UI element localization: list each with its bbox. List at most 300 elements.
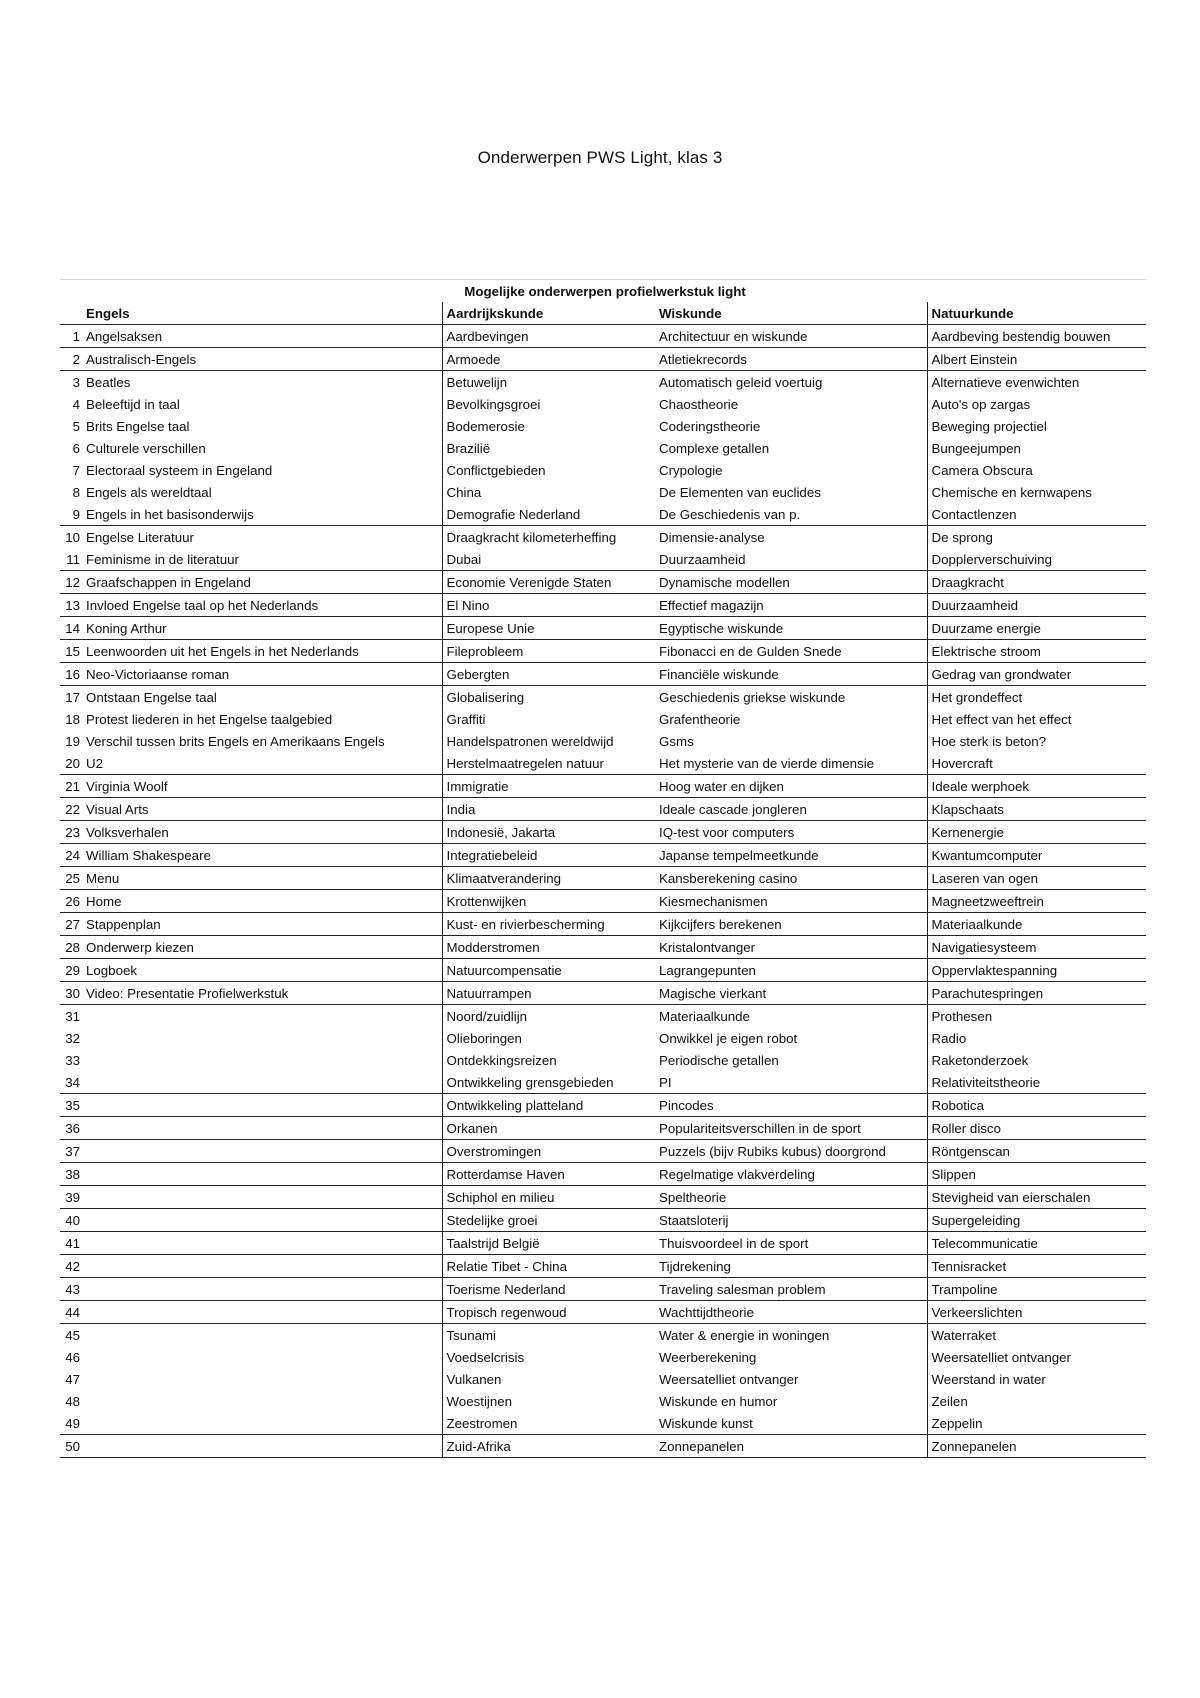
cell-engels: Neo-Victoriaanse roman <box>82 663 442 686</box>
cell-wiskunde: Periodische getallen <box>659 1053 779 1068</box>
table-row <box>60 1117 1146 1140</box>
cell-natuurkunde: Magneetzweeftrein <box>927 890 1146 913</box>
cell-natuurkunde: Telecommunicatie <box>927 1232 1146 1255</box>
cell-natuurkunde: Zonnepanelen <box>927 1435 1146 1458</box>
table-row <box>60 1140 1146 1163</box>
cell-wiskunde: Het mysterie van de vierde dimensie <box>655 752 927 775</box>
cell-aardrijkskunde: Europese Unie <box>442 617 655 640</box>
cell-engels: Brits Engelse taal <box>86 419 190 434</box>
cell-engels: Leenwoorden uit het Engels in het Nederlands <box>82 640 442 663</box>
cell-wiskunde: Kijkcijfers berekenen <box>655 913 927 936</box>
cell-engels: Video: Presentatie Profielwerkstuk <box>82 982 442 1005</box>
cell-wiskunde: Pincodes <box>655 1094 927 1117</box>
cell-aardrijkskunde: Relatie Tibet - China <box>442 1255 655 1278</box>
row-number: 48 <box>65 1394 80 1409</box>
cell-wiskunde: Geschiedenis griekse wiskunde <box>659 690 846 705</box>
cell-engels: Angelsaksen <box>82 325 442 348</box>
cell-wiskunde: Populariteitsverschillen in de sport <box>655 1117 927 1140</box>
cell-engels: Virginia Woolf <box>82 775 442 798</box>
cell-aardrijkskunde: Schiphol en milieu <box>442 1186 655 1209</box>
cell-engels <box>82 1324 442 1347</box>
cell-natuurkunde: Robotica <box>927 1094 1146 1117</box>
cell-aardrijkskunde: Globalisering <box>442 686 655 709</box>
cell-natuurkunde: Supergeleiding <box>927 1209 1146 1232</box>
header-engels: Engels <box>82 302 442 325</box>
row-number: 22 <box>60 798 82 821</box>
cell-natuurkunde: Duurzame energie <box>927 617 1146 640</box>
table-row <box>60 890 1146 913</box>
cell-wiskunde: Automatisch geleid voertuig <box>659 375 823 390</box>
cell-engels <box>82 1368 442 1390</box>
cell-aardrijkskunde: Aardbevingen <box>442 325 655 348</box>
header-number <box>60 302 82 325</box>
row-number: 10 <box>65 530 80 545</box>
cell-aardrijkskunde: Klimaatverandering <box>442 867 655 890</box>
row-number: 12 <box>60 571 82 594</box>
table-row <box>60 1209 1146 1232</box>
cell-wiskunde: Effectief magazijn <box>655 594 927 617</box>
cell-natuurkunde: Kwantumcomputer <box>927 844 1146 867</box>
cell-aardrijkskunde: Zuid-Afrika <box>442 1435 655 1458</box>
cell-engels: Electoraal systeem in Engeland <box>86 463 273 478</box>
row-number: 18 <box>65 712 80 727</box>
cell-natuurkunde: Laseren van ogen <box>927 867 1146 890</box>
table-row <box>60 775 1146 798</box>
row-number: 4 <box>72 397 80 412</box>
cell-aardrijkskunde: Zeestromen <box>442 1412 655 1435</box>
cell-aardrijkskunde: Voedselcrisis <box>442 1346 655 1368</box>
cell-engels: Koning Arthur <box>82 617 442 640</box>
table-row <box>60 348 1146 371</box>
cell-natuurkunde: Oppervlaktespanning <box>927 959 1146 982</box>
row-number: 20 <box>60 752 82 775</box>
cell-natuurkunde: Albert Einstein <box>927 348 1146 371</box>
row-number: 40 <box>60 1209 82 1232</box>
cell-engels <box>82 1209 442 1232</box>
row-number: 21 <box>60 775 82 798</box>
cell-natuurkunde: Auto's op zargas <box>927 393 1146 415</box>
cell-natuurkunde: Klapschaats <box>927 798 1146 821</box>
cell-engels: Visual Arts <box>82 798 442 821</box>
row-number: 6 <box>72 441 80 456</box>
table-body <box>60 325 1146 1458</box>
row-number: 47 <box>65 1372 80 1387</box>
row-number: 28 <box>60 936 82 959</box>
cell-wiskunde: Duurzaamheid <box>655 548 927 571</box>
row-number: 33 <box>65 1053 80 1068</box>
table-row <box>60 594 1146 617</box>
row-number: 31 <box>65 1009 80 1024</box>
row-number: 32 <box>65 1031 80 1046</box>
cell-natuurkunde: Beweging projectiel <box>927 415 1146 437</box>
cell-engels: Australisch-Engels <box>82 348 442 371</box>
cell-aardrijkskunde: Noord/zuidlijn <box>442 1005 655 1028</box>
row-number: 35 <box>60 1094 82 1117</box>
table-row <box>60 959 1146 982</box>
cell-wiskunde: Weerberekening <box>659 1350 757 1365</box>
cell-natuurkunde: Camera Obscura <box>927 459 1146 481</box>
cell-natuurkunde: Trampoline <box>927 1278 1146 1301</box>
table-row <box>60 1005 1146 1028</box>
cell-natuurkunde: Raketonderzoek <box>927 1049 1146 1071</box>
table-row <box>60 936 1146 959</box>
row-number: 26 <box>60 890 82 913</box>
cell-wiskunde: De Elementen van euclides <box>659 485 821 500</box>
table-row <box>60 686 1146 709</box>
row-number: 50 <box>60 1435 82 1458</box>
cell-wiskunde: Atletiekrecords <box>655 348 927 371</box>
cell-engels <box>82 1255 442 1278</box>
cell-aardrijkskunde: Ontdekkingsreizen <box>442 1049 655 1071</box>
cell-natuurkunde: Röntgenscan <box>927 1140 1146 1163</box>
cell-wiskunde: Speltheorie <box>655 1186 927 1209</box>
cell-engels: Volksverhalen <box>82 821 442 844</box>
cell-aardrijkskunde: Immigratie <box>442 775 655 798</box>
cell-natuurkunde: Elektrische stroom <box>927 640 1146 663</box>
table-row <box>60 798 1146 821</box>
cell-natuurkunde: Weersatelliet ontvanger <box>927 1346 1146 1368</box>
cell-natuurkunde: Zeilen <box>927 1390 1146 1412</box>
cell-aardrijkskunde: Indonesië, Jakarta <box>442 821 655 844</box>
cell-natuurkunde: Kernenergie <box>927 821 1146 844</box>
table-row <box>60 1301 1146 1324</box>
cell-wiskunde: Fibonacci en de Gulden Snede <box>655 640 927 663</box>
cell-wiskunde: Onwikkel je eigen robot <box>659 1031 798 1046</box>
table-row <box>60 393 1146 415</box>
cell-aardrijkskunde: Krottenwijken <box>442 890 655 913</box>
cell-wiskunde: Grafentheorie <box>659 712 741 727</box>
table-row <box>60 821 1146 844</box>
cell-wiskunde: Wiskunde en humor <box>659 1394 778 1409</box>
table-row <box>60 548 1146 571</box>
table-row <box>60 1232 1146 1255</box>
cell-engels: Engels als wereldtaal <box>86 485 212 500</box>
cell-aardrijkskunde: Demografie Nederland <box>442 503 655 526</box>
cell-wiskunde: Chaostheorie <box>659 397 739 412</box>
cell-wiskunde: Regelmatige vlakverdeling <box>655 1163 927 1186</box>
cell-aardrijkskunde: Ontwikkeling grensgebieden <box>442 1071 655 1094</box>
cell-aardrijkskunde: Overstromingen <box>442 1140 655 1163</box>
cell-aardrijkskunde: Natuurrampen <box>442 982 655 1005</box>
row-number: 11 <box>60 548 82 571</box>
cell-natuurkunde: Parachutespringen <box>927 982 1146 1005</box>
cell-wiskunde: Egyptische wiskunde <box>655 617 927 640</box>
cell-engels <box>82 1390 442 1412</box>
cell-aardrijkskunde: El Nino <box>442 594 655 617</box>
cell-wiskunde: Thuisvoordeel in de sport <box>655 1232 927 1255</box>
row-number: 23 <box>60 821 82 844</box>
row-number: 42 <box>60 1255 82 1278</box>
cell-natuurkunde: Gedrag van grondwater <box>927 663 1146 686</box>
cell-aardrijkskunde: Vulkanen <box>442 1368 655 1390</box>
cell-wiskunde: Dynamische modellen <box>655 571 927 594</box>
table-row <box>60 1390 1146 1412</box>
topics-sheet <box>60 279 1146 1458</box>
cell-aardrijkskunde: Handelspatronen wereldwijd <box>442 730 655 752</box>
table-caption: Mogelijke onderwerpen profielwerkstuk light <box>60 280 1146 303</box>
cell-aardrijkskunde: Ontwikkeling platteland <box>442 1094 655 1117</box>
cell-engels: Ontstaan Engelse taal <box>86 690 217 705</box>
cell-natuurkunde: Roller disco <box>927 1117 1146 1140</box>
row-number: 15 <box>60 640 82 663</box>
table-row <box>60 752 1146 775</box>
row-number: 45 <box>65 1328 80 1343</box>
cell-natuurkunde: Stevigheid van eierschalen <box>927 1186 1146 1209</box>
cell-wiskunde: IQ-test voor computers <box>655 821 927 844</box>
cell-wiskunde: Lagrangepunten <box>655 959 927 982</box>
cell-natuurkunde: Prothesen <box>927 1005 1146 1028</box>
row-number: 2 <box>60 348 82 371</box>
cell-aardrijkskunde: Toerisme Nederland <box>442 1278 655 1301</box>
table-row <box>60 503 1146 526</box>
cell-engels: Menu <box>82 867 442 890</box>
cell-aardrijkskunde: Economie Verenigde Staten <box>442 571 655 594</box>
cell-engels <box>82 1186 442 1209</box>
cell-wiskunde: De Geschiedenis van p. <box>655 503 927 526</box>
cell-wiskunde: Kiesmechanismen <box>655 890 927 913</box>
cell-wiskunde: Ideale cascade jongleren <box>655 798 927 821</box>
table-row <box>60 1094 1146 1117</box>
cell-aardrijkskunde: Herstelmaatregelen natuur <box>442 752 655 775</box>
cell-aardrijkskunde: Bodemerosie <box>442 415 655 437</box>
table-row <box>60 1278 1146 1301</box>
table-caption-row <box>60 280 1146 303</box>
cell-aardrijkskunde: Olieboringen <box>442 1027 655 1049</box>
cell-aardrijkskunde: Woestijnen <box>442 1390 655 1412</box>
cell-wiskunde: Financiële wiskunde <box>655 663 927 686</box>
row-number: 19 <box>65 734 80 749</box>
cell-natuurkunde: Aardbeving bestendig bouwen <box>927 325 1146 348</box>
cell-aardrijkskunde: Dubai <box>442 548 655 571</box>
cell-aardrijkskunde: Draagkracht kilometerheffing <box>442 526 655 549</box>
topics-table <box>60 279 1146 1458</box>
cell-aardrijkskunde: Natuurcompensatie <box>442 959 655 982</box>
table-row <box>60 1163 1146 1186</box>
cell-aardrijkskunde: Taalstrijd België <box>442 1232 655 1255</box>
cell-aardrijkskunde: Conflictgebieden <box>442 459 655 481</box>
table-row <box>60 371 1146 394</box>
row-number: 49 <box>60 1412 82 1435</box>
cell-aardrijkskunde: Kust- en rivierbescherming <box>442 913 655 936</box>
cell-wiskunde: Puzzels (bijv Rubiks kubus) doorgrond <box>655 1140 927 1163</box>
table-row <box>60 1255 1146 1278</box>
cell-aardrijkskunde: Tsunami <box>442 1324 655 1347</box>
header-aardrijkskunde: Aardrijkskunde <box>442 302 655 325</box>
row-number: 25 <box>60 867 82 890</box>
cell-engels <box>82 1163 442 1186</box>
cell-engels <box>82 1232 442 1255</box>
table-row <box>60 571 1146 594</box>
table-row <box>60 415 1146 437</box>
cell-aardrijkskunde: Bevolkingsgroei <box>442 393 655 415</box>
row-number: 41 <box>60 1232 82 1255</box>
table-row <box>60 1324 1146 1347</box>
cell-wiskunde: PI <box>655 1071 927 1094</box>
row-number: 30 <box>60 982 82 1005</box>
row-number: 24 <box>60 844 82 867</box>
row-number: 16 <box>60 663 82 686</box>
row-number: 13 <box>60 594 82 617</box>
cell-natuurkunde: Ideale werphoek <box>927 775 1146 798</box>
cell-natuurkunde: Het grondeffect <box>927 686 1146 709</box>
cell-natuurkunde: Duurzaamheid <box>927 594 1146 617</box>
table-row <box>60 617 1146 640</box>
cell-engels <box>82 1412 442 1435</box>
cell-engels <box>82 1117 442 1140</box>
cell-wiskunde: Zonnepanelen <box>655 1435 927 1458</box>
cell-aardrijkskunde: Fileprobleem <box>442 640 655 663</box>
cell-engels: Onderwerp kiezen <box>82 936 442 959</box>
row-number: 39 <box>60 1186 82 1209</box>
cell-natuurkunde: Navigatiesysteem <box>927 936 1146 959</box>
cell-wiskunde: Kansberekening casino <box>655 867 927 890</box>
cell-aardrijkskunde: Rotterdamse Haven <box>442 1163 655 1186</box>
table-row <box>60 1071 1146 1094</box>
cell-wiskunde: Coderingstheorie <box>659 419 761 434</box>
cell-engels: Engelse Literatuur <box>86 530 194 545</box>
cell-natuurkunde: Bungeejumpen <box>927 437 1146 459</box>
row-number: 27 <box>60 913 82 936</box>
cell-engels: Logboek <box>82 959 442 982</box>
table-row <box>60 708 1146 730</box>
header-wiskunde: Wiskunde <box>655 302 927 325</box>
cell-natuurkunde: Tennisracket <box>927 1255 1146 1278</box>
cell-engels: Graafschappen in Engeland <box>82 571 442 594</box>
cell-natuurkunde: Chemische en kernwapens <box>927 481 1146 503</box>
cell-engels <box>82 1071 442 1094</box>
cell-engels <box>82 1346 442 1368</box>
cell-wiskunde: Traveling salesman problem <box>655 1278 927 1301</box>
table-row <box>60 730 1146 752</box>
row-number: 43 <box>60 1278 82 1301</box>
cell-aardrijkskunde: Integratiebeleid <box>442 844 655 867</box>
cell-wiskunde: Crypologie <box>659 463 723 478</box>
table-row <box>60 663 1146 686</box>
table-row <box>60 844 1146 867</box>
cell-engels <box>82 1027 442 1049</box>
table-row <box>60 1027 1146 1049</box>
cell-wiskunde: Japanse tempelmeetkunde <box>655 844 927 867</box>
cell-wiskunde: Wiskunde kunst <box>655 1412 927 1435</box>
cell-engels: Protest liederen in het Engelse taalgebied <box>86 712 333 727</box>
row-number: 36 <box>60 1117 82 1140</box>
cell-engels: Verschil tussen brits Engels en Amerikaans Engels <box>86 734 385 749</box>
cell-aardrijkskunde: India <box>442 798 655 821</box>
cell-aardrijkskunde: Armoede <box>442 348 655 371</box>
cell-natuurkunde: Draagkracht <box>927 571 1146 594</box>
cell-aardrijkskunde: Modderstromen <box>442 936 655 959</box>
cell-wiskunde: Gsms <box>659 734 694 749</box>
cell-natuurkunde: Relativiteitstheorie <box>927 1071 1146 1094</box>
cell-engels <box>82 1278 442 1301</box>
table-row <box>60 437 1146 459</box>
cell-engels <box>82 1049 442 1071</box>
cell-natuurkunde: Zeppelin <box>927 1412 1146 1435</box>
cell-aardrijkskunde: Tropisch regenwoud <box>442 1301 655 1324</box>
cell-aardrijkskunde: Stedelijke groei <box>442 1209 655 1232</box>
cell-engels: Culturele verschillen <box>86 441 206 456</box>
table-row <box>60 913 1146 936</box>
cell-natuurkunde: Het effect van het effect <box>927 708 1146 730</box>
cell-natuurkunde: Dopplerverschuiving <box>927 548 1146 571</box>
row-number: 44 <box>60 1301 82 1324</box>
cell-engels <box>82 1005 442 1028</box>
cell-natuurkunde: Radio <box>927 1027 1146 1049</box>
cell-wiskunde: Staatsloterij <box>655 1209 927 1232</box>
table-row <box>60 459 1146 481</box>
cell-engels: William Shakespeare <box>82 844 442 867</box>
cell-aardrijkskunde: Brazilië <box>442 437 655 459</box>
cell-aardrijkskunde: Orkanen <box>442 1117 655 1140</box>
cell-natuurkunde: Materiaalkunde <box>927 913 1146 936</box>
cell-wiskunde: Dimensie-analyse <box>659 530 765 545</box>
row-number: 3 <box>72 375 80 390</box>
header-natuurkunde: Natuurkunde <box>927 302 1146 325</box>
page-title: Onderwerpen PWS Light, klas 3 <box>477 148 723 167</box>
table-row <box>60 1049 1146 1071</box>
cell-natuurkunde: Contactlenzen <box>927 503 1146 526</box>
cell-engels <box>82 1140 442 1163</box>
cell-wiskunde: Materiaalkunde <box>659 1009 750 1024</box>
cell-aardrijkskunde: Betuwelijn <box>442 371 655 394</box>
cell-wiskunde: Wachttijdtheorie <box>655 1301 927 1324</box>
table-row <box>60 640 1146 663</box>
row-number: 5 <box>72 419 80 434</box>
row-number: 7 <box>72 463 80 478</box>
cell-natuurkunde: Alternatieve evenwichten <box>927 371 1146 394</box>
cell-natuurkunde: De sprong <box>927 526 1146 549</box>
cell-engels: Beatles <box>86 375 131 390</box>
row-number: 37 <box>60 1140 82 1163</box>
row-number: 8 <box>72 485 80 500</box>
row-number: 9 <box>60 503 82 526</box>
cell-engels: Home <box>82 890 442 913</box>
row-number: 1 <box>60 325 82 348</box>
row-number: 17 <box>65 690 80 705</box>
table-row <box>60 982 1146 1005</box>
cell-engels: Invloed Engelse taal op het Nederlands <box>82 594 442 617</box>
cell-engels: U2 <box>82 752 442 775</box>
cell-natuurkunde: Weerstand in water <box>927 1368 1146 1390</box>
cell-wiskunde: Hoog water en dijken <box>655 775 927 798</box>
table-row <box>60 1186 1146 1209</box>
cell-natuurkunde: Slippen <box>927 1163 1146 1186</box>
row-number: 29 <box>60 959 82 982</box>
row-number: 14 <box>60 617 82 640</box>
cell-natuurkunde: Verkeerslichten <box>927 1301 1146 1324</box>
cell-engels <box>82 1301 442 1324</box>
cell-engels: Stappenplan <box>82 913 442 936</box>
cell-wiskunde: Tijdrekening <box>655 1255 927 1278</box>
cell-wiskunde: Complexe getallen <box>659 441 770 456</box>
cell-engels: Feminisme in de literatuur <box>82 548 442 571</box>
cell-wiskunde: Kristalontvanger <box>655 936 927 959</box>
cell-natuurkunde: Waterraket <box>927 1324 1146 1347</box>
cell-engels: Beleeftijd in taal <box>86 397 180 412</box>
row-number: 46 <box>65 1350 80 1365</box>
table-row <box>60 481 1146 503</box>
table-row <box>60 1368 1146 1390</box>
table-row <box>60 1435 1146 1458</box>
cell-aardrijkskunde: Graffiti <box>442 708 655 730</box>
cell-wiskunde: Water & energie in woningen <box>659 1328 830 1343</box>
table-row <box>60 325 1146 348</box>
cell-wiskunde: Weersatelliet ontvanger <box>659 1372 799 1387</box>
cell-aardrijkskunde: China <box>442 481 655 503</box>
row-number: 38 <box>60 1163 82 1186</box>
table-row <box>60 1412 1146 1435</box>
table-row <box>60 526 1146 549</box>
